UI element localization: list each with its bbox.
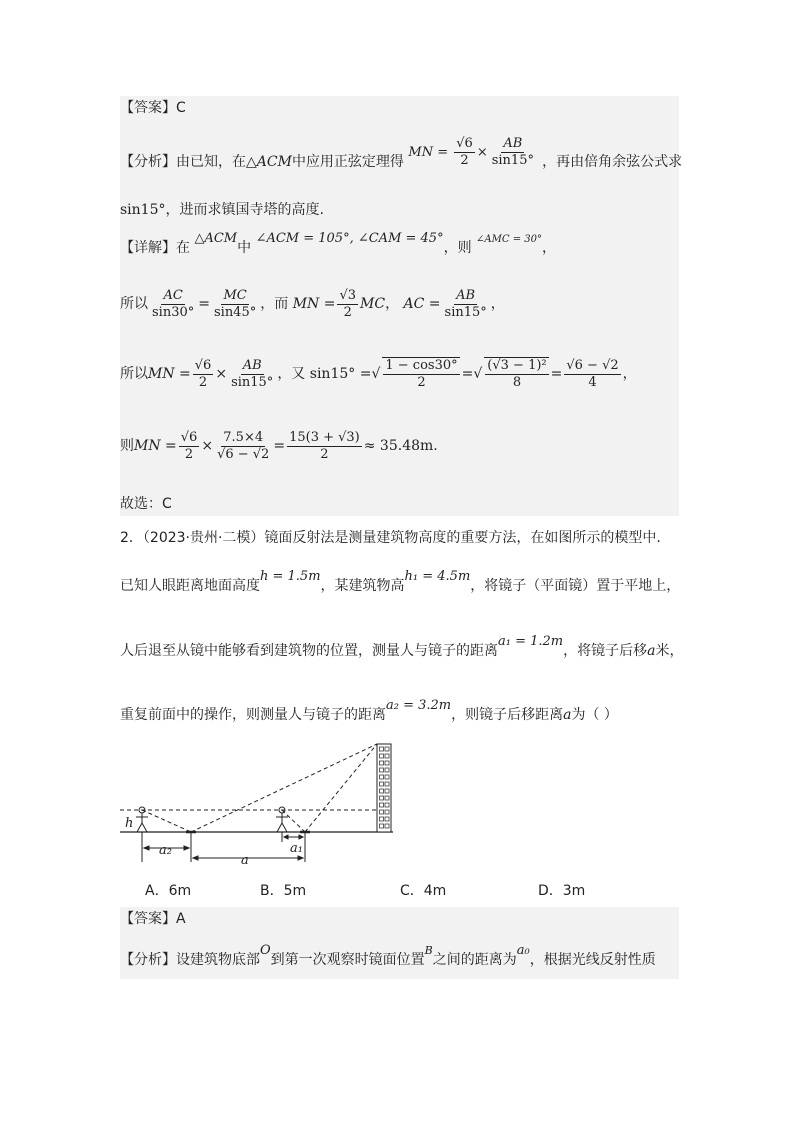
denominator: 2: [460, 153, 469, 168]
numerator: 7.5×4: [223, 429, 264, 445]
denominator: sin15°: [444, 304, 487, 320]
detail-line-1: [120, 231, 556, 260]
answer-value: C: [176, 100, 186, 116]
label-a1: a₁: [290, 841, 303, 856]
h-value: h = 1.5m: [260, 569, 321, 584]
a1-value: a₁ = 1.2m: [498, 634, 564, 649]
denominator: 2: [417, 375, 426, 390]
analysis-text: ，再由倍角余弦公式求: [542, 154, 683, 170]
label-a2: a₂: [159, 843, 172, 858]
label-h: h: [125, 816, 134, 831]
denominator: 2: [343, 304, 352, 320]
numerator: AB: [242, 357, 262, 373]
fraction: [382, 357, 459, 391]
angle-values: ∠ACM = 105°, ∠CAM = 45°: [255, 231, 444, 246]
detail-text: ，又: [277, 366, 306, 382]
detail-text: ，: [490, 296, 505, 312]
detail-text: 则: [120, 438, 134, 454]
detail-text: 所以: [120, 366, 148, 382]
denominator: 2: [320, 446, 329, 462]
detail-text: ，而: [260, 296, 289, 312]
numerator: √6: [180, 429, 198, 445]
sin15-expr: sin15°: [120, 202, 166, 218]
analysis-text: 中应用正弦定理得: [291, 154, 404, 170]
numerator: (√3 − 1)²: [487, 358, 547, 373]
fraction: [287, 430, 362, 463]
person-2: [276, 807, 288, 832]
person-1: [136, 807, 148, 832]
a-variable: a: [647, 643, 656, 659]
analysis-text: 由已知，在: [176, 154, 246, 170]
option-d[interactable]: D．3m: [538, 883, 586, 899]
point-b: B: [424, 944, 433, 957]
analysis-line-2: [120, 200, 324, 220]
fraction: [215, 430, 271, 463]
fraction: [564, 358, 620, 391]
numerator: 1 − cos30°: [385, 358, 458, 373]
denominator: sin30°: [152, 304, 195, 320]
a0-symbol: a₀: [516, 943, 530, 958]
option-c[interactable]: C．4m: [400, 883, 447, 899]
triangle-acm: △ACM: [246, 154, 292, 170]
triangle-acm: △ACM: [194, 231, 238, 246]
approx-value: ≈ 35.48m: [363, 438, 434, 454]
fraction: [193, 358, 214, 391]
detail-text: 中: [237, 240, 252, 256]
answer-line-2: [120, 909, 186, 929]
numerator: √6: [194, 357, 212, 373]
question-text: 人后退至从镜中能够看到建筑物的位置，测量人与镜子的距离: [120, 643, 498, 659]
angle-amc: ∠AMC = 30°: [476, 234, 542, 245]
mn-symbol: MN =: [292, 296, 336, 312]
numerator: AC: [163, 287, 183, 303]
question-text: ，将镜子后移: [563, 643, 648, 659]
question-2-line-4: [120, 698, 618, 726]
answer-value: A: [176, 911, 186, 927]
numerator: √6 − √2: [566, 357, 619, 373]
label-a: a: [241, 853, 249, 868]
denominator: √6 − √2: [217, 446, 270, 462]
question-text: 为（ ）: [571, 707, 618, 723]
fraction: [212, 288, 258, 321]
question-text: 已知人眼距离地面高度: [120, 578, 260, 594]
ac-symbol: AC =: [403, 296, 441, 312]
fraction: [484, 357, 548, 391]
mn-symbol: MN =: [134, 438, 177, 454]
fraction: [229, 358, 275, 391]
denominator: 4: [588, 374, 597, 390]
option-a[interactable]: A．6m: [145, 883, 192, 899]
fraction: [337, 288, 358, 321]
detail-tag: 【详解】: [120, 240, 176, 256]
point-o: O: [260, 943, 271, 958]
mn-symbol: MN: [408, 145, 434, 160]
detail-text: 所以: [120, 296, 148, 312]
analysis-text: 之间的距离为: [432, 952, 517, 968]
numerator: √3: [339, 287, 357, 303]
detail-text: ，: [622, 366, 637, 382]
analysis-text: 到第一次观察时镜面位置: [270, 952, 425, 968]
question-text: ，将镜子（平面镜）置于平地上，: [470, 578, 681, 594]
fraction: [490, 136, 536, 169]
fraction: [150, 288, 196, 321]
mirror-reflection-figure: [115, 738, 400, 868]
question-text: ，某建筑物高: [320, 578, 405, 594]
numerator: MC: [223, 287, 247, 303]
analysis-tag: 【分析】: [120, 952, 176, 968]
denominator: 8: [512, 375, 522, 390]
numerator: AB: [456, 287, 476, 303]
question-2-line-2: [120, 569, 681, 597]
analysis-text: 设建筑物底部: [176, 952, 260, 968]
question-text: ，则镜子后移距离: [451, 707, 564, 723]
denominator: sin45°: [213, 304, 257, 320]
detail-text: ，则: [443, 240, 472, 256]
detail-text: ，: [541, 240, 556, 256]
mn-symbol: MN =: [148, 366, 191, 382]
analysis-text: ，根据光线反射性质: [529, 952, 656, 968]
denominator: 2: [198, 374, 208, 390]
a-variable: a: [563, 707, 572, 723]
analysis-line-3: [120, 943, 656, 971]
detail-line-2: 所以 $\frac{AC}{\sin 30^\circ}$ = $\frac{MC}{\sin 45^\circ}$ ，而 MN = $\frac{√3}{2}$ MC， AC = $\frac{AB}{\sin 15^\circ}$ ，: [120, 287, 505, 320]
answer-line-1: [120, 98, 186, 118]
denominator: 2: [184, 446, 194, 462]
detail-line-4: 则MN = $\frac{√6}{2}$ × $\frac{7.5\times 4}{√6 - √2}$ = $\frac{15(3 + √3)}{2}$ ≈ 35.48m.: [120, 429, 438, 462]
h1-value: h₁ = 4.5m: [404, 569, 471, 584]
fraction: [443, 288, 489, 321]
option-b[interactable]: B．5m: [260, 883, 307, 899]
mc-symbol: MC: [360, 296, 386, 312]
conclusion-line: 故选：C: [120, 496, 172, 512]
question-2-line-1: 2．（2023·贵州·二模）镜面反射法是测量建筑物高度的重要方法，在如图所示的模型中.: [120, 530, 661, 546]
a2-value: a₂ = 3.2m: [386, 698, 452, 713]
numerator: √6: [456, 136, 473, 151]
fraction: [179, 430, 200, 463]
sight-lines: [142, 744, 377, 832]
numerator: 15(3 + √3): [289, 429, 360, 445]
formula-mn: MN = $\frac{√6}{2}$ × $\frac{AB}{\sin 15^\circ}$: [408, 136, 534, 168]
analysis-tag: 【分析】: [120, 154, 176, 170]
answer-tag: 【答案】: [120, 100, 176, 116]
fraction: [454, 136, 475, 169]
answer-tag: 【答案】: [120, 911, 176, 927]
detail-text: 在: [176, 240, 190, 256]
numerator: AB: [503, 136, 523, 151]
question-2-line-3: [120, 634, 684, 662]
analysis-text: ，进而求镇国寺塔的高度.: [165, 202, 324, 218]
detail-line-3: 所以MN = $\frac{√6}{2}$ × $\frac{AB}{\sin 15^\circ}$ ，又 sin15° =√ $\frac{1 - \cos 30^\circ}{2}$ =√ $\frac{\text{(√3 − 1)²}}{8}$ = $\frac{√6 - √2}{4}$ ，: [120, 357, 637, 390]
denominator: sin15°: [491, 153, 534, 168]
analysis-line-1: [120, 136, 683, 179]
question-text: 重复前面中的操作，则测量人与镜子的距离: [120, 707, 386, 723]
question-text: 米，: [655, 643, 684, 659]
sin15-expr: sin15° =: [309, 366, 372, 382]
denominator: sin15°: [231, 374, 274, 390]
detail-text: .: [433, 438, 438, 454]
